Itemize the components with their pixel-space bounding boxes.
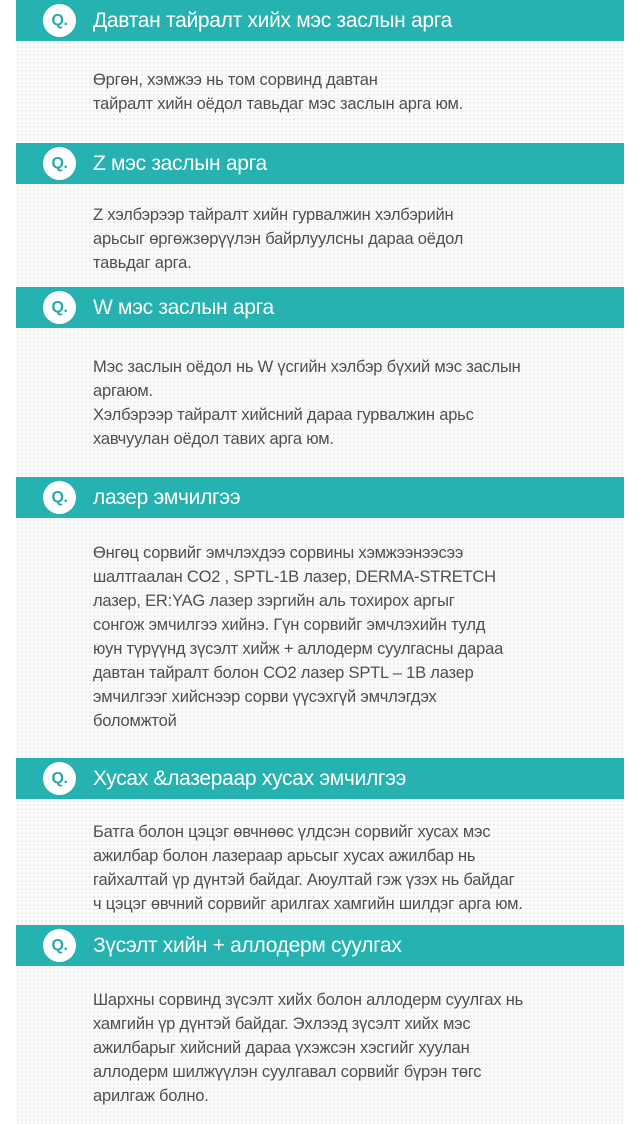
question-header	[16, 758, 624, 799]
answer-panel	[16, 966, 624, 1124]
question-badge: Q.	[43, 481, 76, 514]
answer-text: Өнгөц сорвийг эмчлэхдээ сорвины хэмжээнээсээ шалтгаалан CO2 , SPTL-1B лазер, DERMA-STRETCH лазер, ER:YAG лазер зэргийн аль тохирох аргыг сонгож эмчилгээ хийнэ. Гүн сорвийг эмчлэхийн тулд юун түрүүнд зүсэлт хийж + аллодерм суулгасны дараа давтан тайралт болон CO2 лазер SPTL – 1B лазер эмчилгээг хийснээр сорви үүсэхгүй эмчлэгдэх боломжтой	[93, 544, 504, 730]
question-header	[16, 925, 624, 966]
question-badge: Q.	[43, 291, 76, 324]
faq-item	[16, 477, 624, 757]
answer-panel	[16, 799, 624, 926]
question-header	[16, 0, 624, 41]
faq-item	[16, 0, 624, 142]
question-header	[16, 143, 624, 184]
question-header	[16, 477, 624, 518]
question-title: Давтан тайралт хийх мэс заслын арга	[93, 9, 453, 32]
answer-panel	[16, 41, 624, 142]
answer-text: Z хэлбэрээр тайралт хийн гурвалжин хэлбэрийн арьсыг өргөжзөрүүлэн байрлуулсны дараа оёдол тавьдаг арга.	[93, 206, 464, 272]
answer-text: Батга болон цэцэг өвчнөөс үлдсэн сорвийг хусах мэс ажилбар болон лазераар арьсыг хусах ажилбар нь гайхалтай үр дүнтэй байдаг. Аюултай гэж үзэх нь байдаг ч цэцэг өвчний сорвийг арилгах хамгийн шилдэг арга юм.	[93, 823, 523, 913]
faq-item	[16, 287, 624, 478]
faq-item	[16, 925, 624, 1124]
question-title: лазер эмчилгээ	[93, 486, 241, 509]
question-title: W мэс заслын арга	[93, 296, 274, 319]
answer-panel	[16, 184, 624, 286]
question-title: Зүсэлт хийн + аллодерм суулгах	[93, 934, 402, 957]
question-badge: Q.	[43, 762, 76, 795]
question-badge: Q.	[43, 4, 76, 37]
answer-text: Өргөн, хэмжээ нь том сорвинд давтан тайралт хийн оёдол тавьдаг мэс заслын арга юм.	[93, 71, 464, 113]
answer-text: Мэс заслын оёдол нь W үсгийн хэлбэр бүхий мэс заслын аргаюм. Хэлбэрээр тайралт хийсний дараа гурвалжин арьс хавчуулан оёдол тавих арга юм.	[93, 358, 521, 448]
answer-text: Шархны сорвинд зүсэлт хийх болон аллодерм суулгах нь хамгийн үр дүнтэй байдаг. Эхлээд зүсэлт хийх мэс ажилбарыг хийсний дараа үхэжсэн хэсгийг хуулан аллодерм шилжүүлэн суулгавал сорвийг бүрэн төгс арилгаж болно.	[93, 991, 524, 1105]
faq-item	[16, 758, 624, 926]
faq-item	[16, 143, 624, 286]
question-title: Z мэс заслын арга	[93, 152, 267, 175]
answer-panel	[16, 328, 624, 478]
question-title: Хусах &лазераар хусах эмчилгээ	[93, 767, 407, 790]
question-header	[16, 287, 624, 328]
question-badge: Q.	[43, 929, 76, 962]
answer-panel	[16, 518, 624, 757]
question-badge: Q.	[43, 147, 76, 180]
